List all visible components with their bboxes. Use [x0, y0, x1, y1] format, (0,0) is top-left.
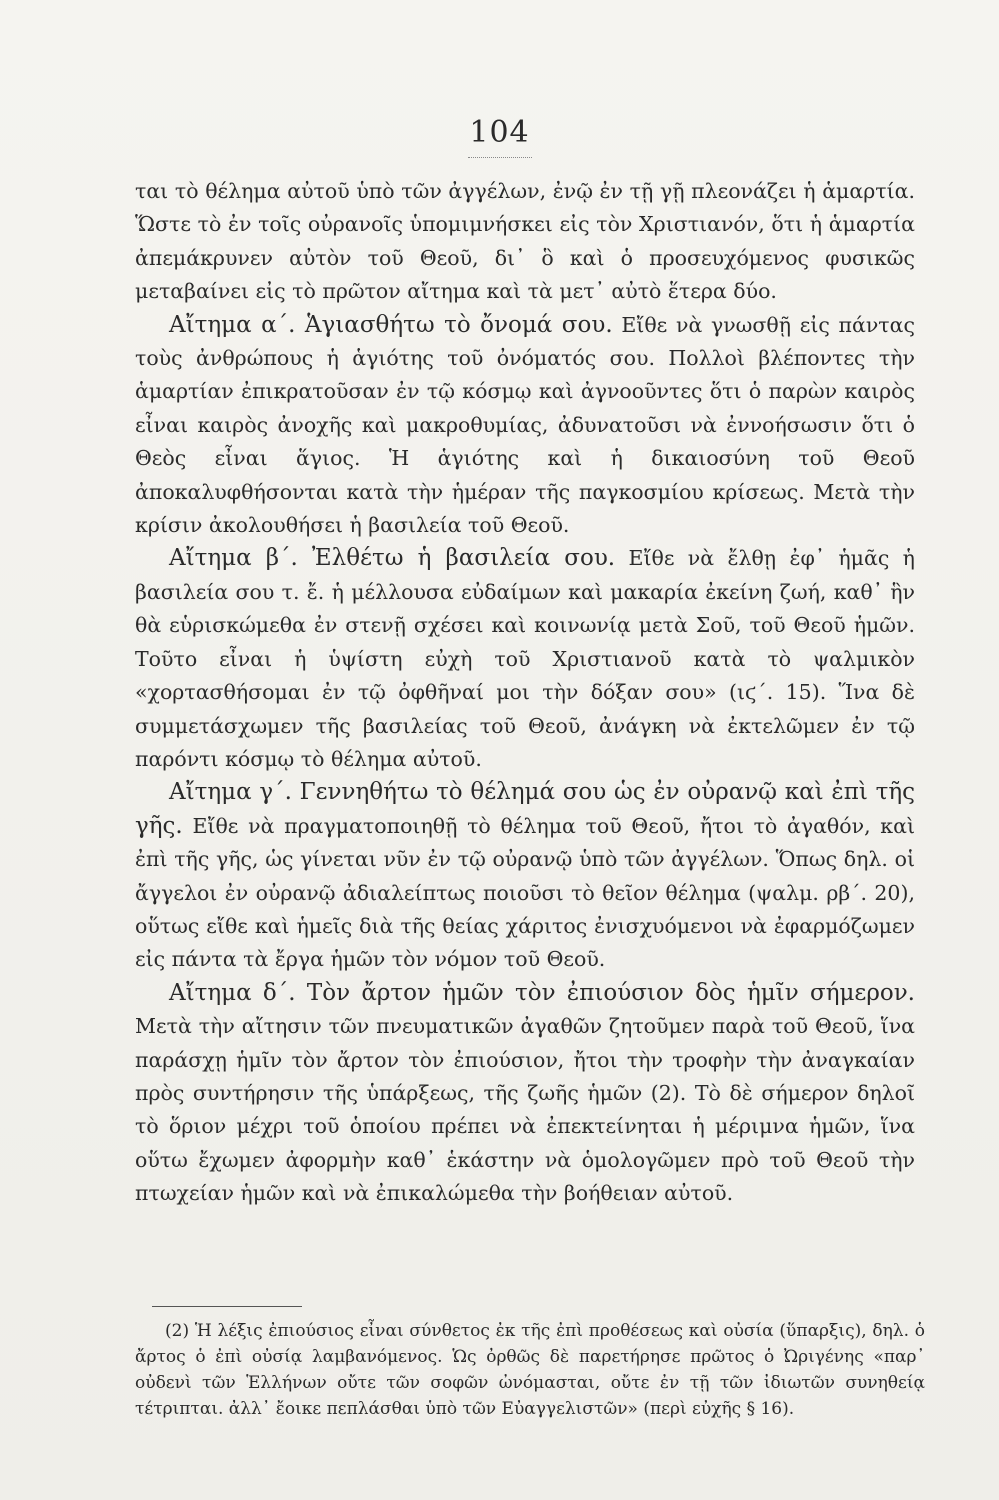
paragraph-request-2: [135, 542, 915, 776]
paragraph-text: ται τὸ θέλημα αὐτοῦ ὑπὸ τῶν ἀγγέλων, ἐνῷ ἐν τῇ γῇ πλεονάζει ἡ ἁμαρτία. Ὥστε τὸ ἐν τοῖς οὐρανοῖς ὑπομιμνήσκει εἰς τὸν Χριστιανόν, ὅτι ἡ ἁμαρτία ἀπεμάκρυνεν αὐτὸν τοῦ Θεοῦ, δι᾽ ὃ καὶ ὁ προσευχόμενος φυσικῶς μεταβαίνει εἰς τὸ πρῶτον αἴτημα καὶ τὰ μετ᾽ αὐτὸ ἕτερα δύο.: [135, 179, 915, 304]
paragraph-request-1: [135, 309, 915, 543]
request-heading: Αἴτημα δ΄. Τὸν ἄρτον ἡμῶν τὸν ἐπιούσιον δὸς ἡμῖν σήμερον.: [169, 979, 915, 1006]
paragraph-request-3: [135, 776, 915, 976]
request-heading: Αἴτημα β΄. Ἐλθέτω ἡ βασιλεία σου.: [169, 545, 616, 572]
footnote-text: (2) Ἡ λέξις ἐπιούσιος εἶναι σύνθετος ἐκ τῆς ἐπὶ προθέσεως καὶ οὐσία (ὕπαρξις), δηλ. ὁ ἄρτος ὁ ἐπὶ οὐσίᾳ λαμβανόμενος. Ὡς ὀρθῶς δὲ παρετήρησε πρῶτος ὁ Ὠριγένης «παρ᾽ οὐδενὶ τῶν Ἑλλήνων οὔτε τῶν σοφῶν ὠνόμασται, οὔτε ἐν τῇ τῶν ἰδιωτῶν συνηθείᾳ τέτριπται. ἀλλ᾽ ἔοικε πεπλάσθαι ὑπὸ τῶν Εὐαγγελιστῶν» (περὶ εὐχῆς § 16).: [135, 1321, 925, 1419]
paragraph-request-4: [135, 977, 915, 1211]
paragraph-continuation: [135, 175, 915, 309]
paragraph-text: Μετὰ τὴν αἴτησιν τῶν πνευματικῶν ἀγαθῶν ζητοῦμεν παρὰ τοῦ Θεοῦ, ἵνα παράσχῃ ἡμῖν τὸν ἄρτον τὸν ἐπιούσιον, ἤτοι τὴν τροφὴν τὴν ἀναγκαίαν πρὸς συντήρησιν τῆς ὑπάρξεως, τῆς ζωῆς ἡμῶν (2). Τὸ δὲ σήμερον δηλοῖ τὸ ὅριον μέχρι τοῦ ὁποίου πρέπει νὰ ἐπεκτείνηται ἡ μέριμνα ἡμῶν, ἵνα οὕτω ἔχωμεν ἀφορμὴν καθ᾽ ἑκάστην νὰ ὁμολογῶμεν πρὸ τοῦ Θεοῦ τὴν πτωχείαν ἡμῶν καὶ νὰ ἐπικαλώμεθα τὴν βοήθειαν αὐτοῦ.: [135, 1014, 915, 1206]
request-heading: Αἴτημα γ΄. Γεννηθήτω τὸ θέλημά σου ὡς ἐν οὐρανῷ καὶ ἐπὶ τῆς γῆς.: [135, 779, 915, 839]
footnote-rule: [152, 1306, 302, 1307]
page-number: 104: [469, 115, 530, 150]
paragraph-text: Εἴθε νὰ πραγματοποιηθῇ τὸ θέλημα τοῦ Θεοῦ, ἤτοι τὸ ἀγαθόν, καὶ ἐπὶ τῆς γῆς, ὡς γίνεται νῦν ἐν τῷ οὐρανῷ ὑπὸ τῶν ἀγγέλων. Ὅπως δηλ. οἱ ἄγγελοι ἐν οὐρανῷ ἀδιαλείπτως ποιοῦσι τὸ θεῖον θέλημα (ψαλμ. ρβ΄. 20), οὕτως εἴθε καὶ ἡμεῖς διὰ τῆς θείας χάριτος ἐνισχυόμενοι νὰ ἐφαρμόζωμεν εἰς πάντα τὰ ἔργα ἡμῶν τὸν νόμον τοῦ Θεοῦ.: [135, 813, 915, 972]
request-heading: Αἴτημα α΄. Ἁγιασθήτω τὸ ὄνομά σου.: [169, 311, 613, 338]
paragraph-text: Εἴθε νὰ ἔλθῃ ἐφ᾽ ἡμᾶς ἡ βασιλεία σου τ. ἔ. ἡ μέλλουσα εὐδαίμων καὶ μακαρία ἐκείνη ζωή, καθ᾽ ἣν θὰ εὑρισκώμεθα ἐν στενῇ σχέσει καὶ κοινωνίᾳ μετὰ Σοῦ, τοῦ Θεοῦ ἡμῶν. Τοῦτο εἶναι ἡ ὑψίστη εὐχὴ τοῦ Χριστιανοῦ κατὰ τὸ ψαλμικὸν «χορτασθήσομαι ἐν τῷ ὀφθῆναί μοι τὴν δόξαν σου» (ιϛ΄. 15). Ἵνα δὲ συμμετάσχωμεν τῆς βασιλείας τοῦ Θεοῦ, ἀνάγκη νὰ ἐκτελῶμεν ἐν τῷ παρόντι κόσμῳ τὸ θέλημα αὐτοῦ.: [135, 546, 915, 771]
header-rule: [468, 157, 532, 158]
main-text: [135, 175, 915, 1211]
footnote: [135, 1318, 925, 1422]
paragraph-text: Εἴθε νὰ γνωσθῇ εἰς πάντας τοὺς ἀνθρώπους ἡ ἁγιότης τοῦ ὀνόματός σου. Πολλοὶ βλέποντες τὴν ἁμαρτίαν ἐπικρατοῦσαν ἐν τῷ κόσμῳ καὶ ἀγνοοῦντες ὅτι ὁ παρὼν καιρὸς εἶναι καιρὸς ἀνοχῆς καὶ μακροθυμίας, ἀδυνατοῦσι νὰ ἐννοήσωσιν ὅτι ὁ Θεὸς εἶναι ἅγιος. Ἡ ἁγιότης καὶ ἡ δικαιοσύνη τοῦ Θεοῦ ἀποκαλυφθήσονται κατὰ τὴν ἡμέραν τῆς παγκοσμίου κρίσεως. Μετὰ τὴν κρίσιν ἀκολουθήσει ἡ βασιλεία τοῦ Θεοῦ.: [135, 312, 915, 538]
